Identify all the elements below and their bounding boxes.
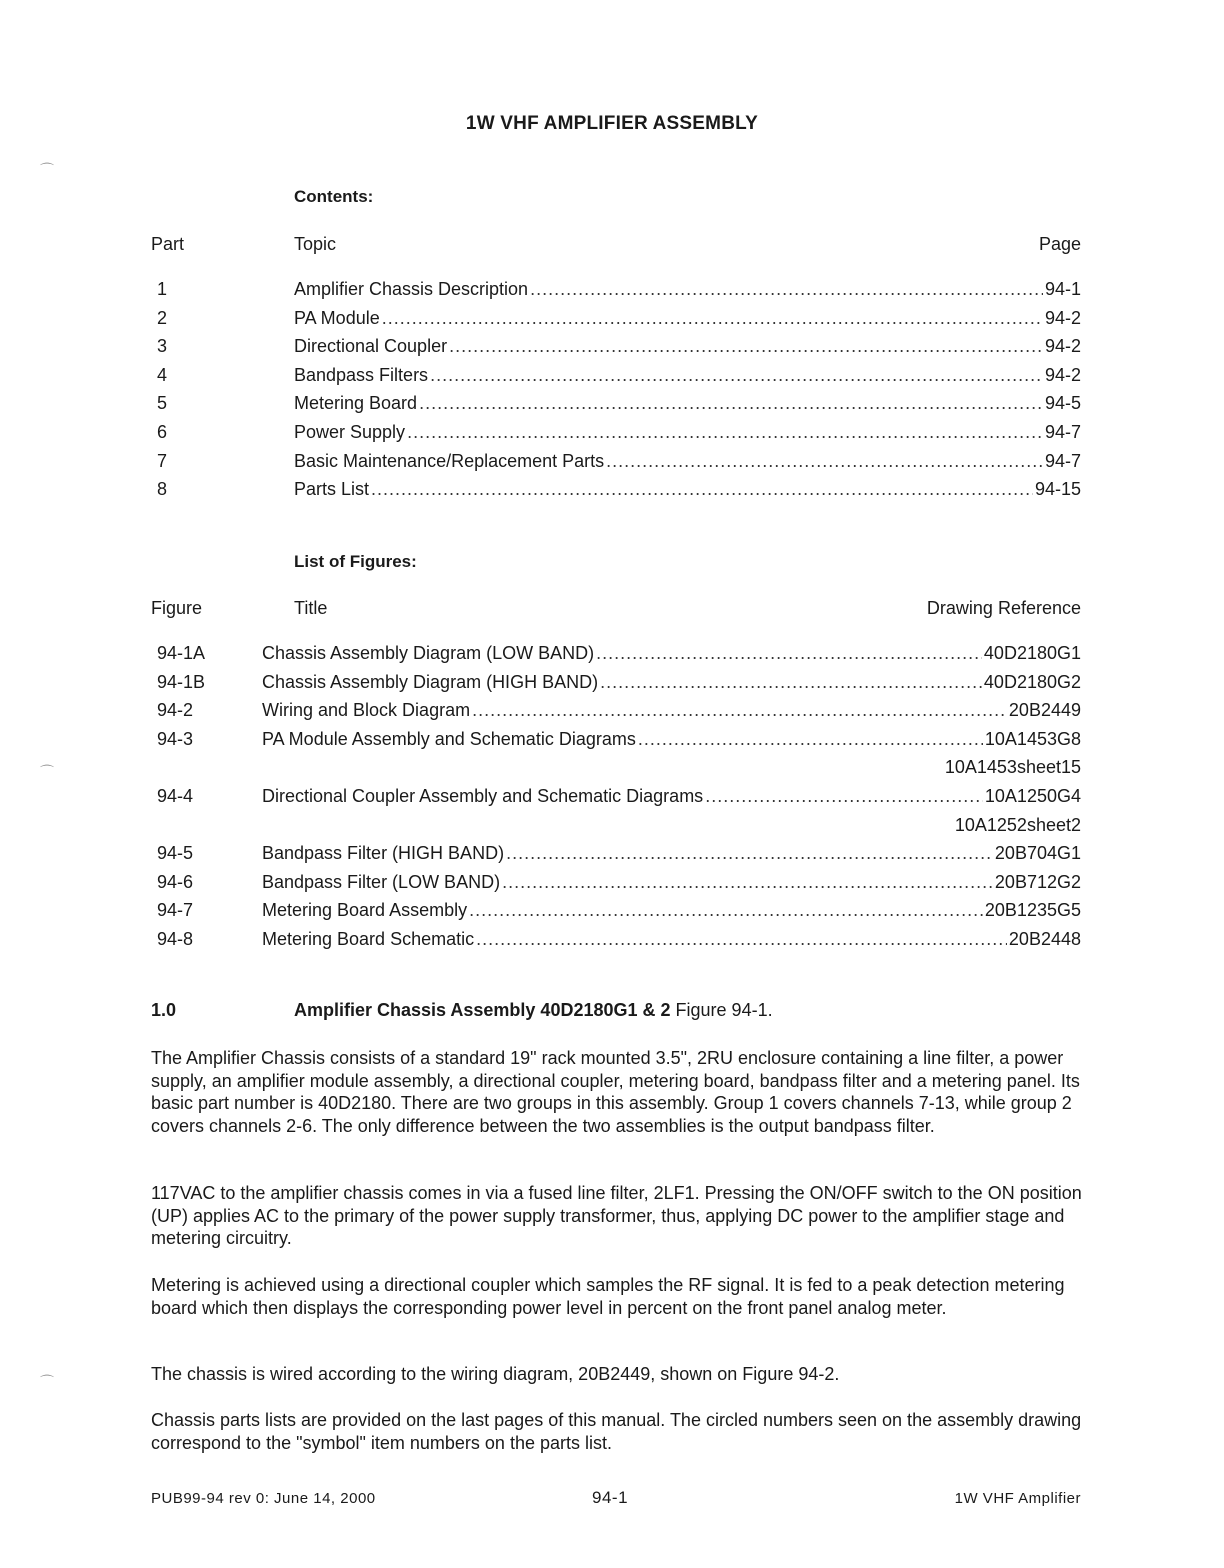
figure-row-number: 94-1B	[157, 671, 206, 692]
punch-hole-mark: ⌒	[40, 162, 54, 178]
figure-row-number: 94-8	[157, 929, 194, 949]
figures-col-figure: Figure	[151, 598, 203, 618]
contents-col-page: Page	[1038, 234, 1081, 254]
dot-leader	[472, 700, 1007, 721]
dot-leader	[419, 393, 1043, 414]
contents-row-entry	[294, 308, 1081, 329]
contents-row-title: Basic Maintenance/Replacement Parts	[294, 450, 605, 471]
contents-row	[157, 451, 1081, 477]
figure-row	[157, 872, 1081, 898]
contents-row-title: Amplifier Chassis Description	[294, 279, 529, 299]
dot-leader	[382, 308, 1043, 329]
dot-leader	[596, 643, 982, 664]
contents-row-title: PA Module	[294, 307, 380, 328]
footer-publication: PUB99-94 rev 0: June 14, 2000	[151, 1490, 376, 1507]
figure-row	[157, 700, 1081, 726]
dot-leader	[530, 279, 1043, 300]
contents-row-value: 94-1	[1044, 279, 1081, 299]
footer-page-number: 94-1	[592, 1488, 629, 1507]
contents-row-value: 94-7	[1044, 422, 1081, 442]
contents-row-title: Directional Coupler	[294, 336, 448, 357]
figure-row-value: 20B2448	[1008, 929, 1081, 949]
figure-row-number: 94-2	[157, 700, 194, 721]
section-figure-ref: Figure 94-1.	[675, 1000, 773, 1020]
contents-row-title: Parts List	[294, 479, 370, 500]
contents-row-value: 94-5	[1044, 393, 1081, 414]
contents-row-number: 4	[157, 364, 168, 385]
figure-row	[157, 929, 1081, 955]
contents-row	[157, 336, 1081, 362]
figure-row	[157, 729, 1081, 755]
figure-row-entry	[262, 700, 1081, 721]
figure-row-value: 20B712G2	[994, 871, 1081, 892]
document-title: 1W VHF AMPLIFIER ASSEMBLY	[465, 113, 759, 134]
contents-row-number: 5	[157, 393, 168, 414]
figure-row-title: Chassis Assembly Diagram (LOW BAND)	[262, 643, 595, 663]
figure-row	[157, 672, 1081, 698]
dot-leader	[449, 336, 1043, 357]
figure-row-title: Metering Board Assembly	[262, 900, 468, 921]
figures-heading: List of Figures:	[294, 552, 417, 571]
section-paragraph: Chassis parts lists are provided on the last pages of this manual. The circled numbers seen on the assembly drawing correspond to the "symbol" item numbers on the parts list.	[151, 1410, 1082, 1453]
contents-row-entry	[294, 279, 1081, 300]
figure-row-title: Metering Board Schematic	[262, 929, 475, 949]
contents-row-value: 94-7	[1044, 450, 1081, 471]
contents-row	[157, 479, 1081, 505]
contents-row-entry	[294, 365, 1081, 386]
dot-leader	[638, 729, 983, 750]
figure-row-number: 94-3	[157, 728, 194, 749]
contents-row-entry	[294, 336, 1081, 357]
contents-row-entry	[294, 393, 1081, 414]
figure-row-entry	[262, 729, 1081, 750]
punch-hole-mark: ⌒	[40, 764, 54, 780]
section-paragraph: Metering is achieved using a directional coupler which samples the RF signal. It is fed to a peak detection metering board which then displays the corresponding power level in percent on the front panel analog meter.	[151, 1275, 1065, 1318]
footer-document-name: 1W VHF Amplifier	[954, 1490, 1081, 1507]
contents-row	[157, 422, 1081, 448]
contents-row-number: 7	[157, 450, 168, 471]
contents-row-value: 94-2	[1044, 364, 1081, 385]
contents-row-value: 94-2	[1044, 307, 1081, 328]
dot-leader	[469, 900, 983, 921]
section-title	[294, 1000, 773, 1021]
figure-row-entry	[262, 786, 1081, 807]
contents-col-topic: Topic	[294, 234, 337, 254]
figure-row-title: Bandpass Filter (LOW BAND)	[262, 871, 501, 892]
figure-row-value: 20B704G1	[994, 843, 1081, 864]
figure-row-value: 40D2180G1	[983, 643, 1081, 663]
figure-row-title: Directional Coupler Assembly and Schematic Diagrams	[262, 786, 704, 806]
figure-row-title: Bandpass Filter (HIGH BAND)	[262, 843, 505, 864]
figures-col-ref: Drawing Reference	[926, 598, 1081, 618]
section-paragraph: The Amplifier Chassis consists of a standard 19" rack mounted 3.5", 2RU enclosure containing a line filter, a power supply, an amplifier module assembly, a directional coupler, metering board, bandpass filter and a metering panel. Its basic part number is 40D2180. There are two groups in this assembly. Group 1 covers channels 7-13, while group 2 covers channels 2-6. The only difference between the two assemblies is the output bandpass filter.	[151, 1048, 1080, 1136]
dot-leader	[606, 451, 1043, 472]
figure-row-entry	[262, 900, 1081, 921]
section-paragraph: The chassis is wired according to the wiring diagram, 20B2449, shown on Figure 94-2.	[151, 1364, 840, 1384]
punch-hole-mark: ⌒	[40, 1374, 54, 1390]
contents-row-number: 6	[157, 422, 168, 442]
figure-row-value: 10A1453G8	[984, 728, 1081, 749]
section-title-bold: Amplifier Chassis Assembly 40D2180G1 & 2	[294, 1000, 671, 1020]
figure-row-number: 94-4	[157, 786, 194, 806]
dot-leader	[430, 365, 1043, 386]
figures-col-title: Title	[294, 598, 328, 618]
figure-row-value: 20B2449	[1008, 700, 1081, 721]
figure-row-entry	[262, 643, 1081, 664]
figure-row-entry	[262, 872, 1081, 893]
dot-leader	[600, 672, 982, 693]
contents-row-entry	[294, 479, 1081, 500]
section-paragraph: 117VAC to the amplifier chassis comes in via a fused line filter, 2LF1. Pressing the ON/OFF switch to the ON position (UP) applies AC to the primary of the power supply transformer, thus, applying DC power to the amplifier stage and metering circuitry.	[151, 1183, 1082, 1248]
contents-row	[157, 365, 1081, 391]
contents-row	[157, 279, 1081, 305]
dot-leader	[476, 929, 1007, 950]
figure-row-value: 10A1250G4	[984, 786, 1081, 806]
contents-row-value: 94-2	[1044, 336, 1081, 357]
contents-col-part: Part	[151, 234, 185, 254]
figure-row-number: 94-1A	[157, 643, 206, 663]
contents-row-title: Power Supply	[294, 422, 406, 442]
dot-leader	[407, 422, 1043, 443]
contents-row	[157, 308, 1081, 334]
figure-row	[157, 786, 1081, 812]
contents-row-value: 94-15	[1034, 479, 1081, 500]
contents-row	[157, 393, 1081, 419]
contents-heading: Contents:	[294, 187, 374, 206]
figure-row-entry	[262, 843, 1081, 864]
figure-row-ref-continued: 10A1453sheet15	[944, 757, 1081, 778]
contents-row-number: 8	[157, 479, 168, 500]
contents-row-number: 2	[157, 307, 168, 328]
figure-row-entry	[262, 929, 1081, 950]
contents-row-title: Metering Board	[294, 393, 418, 414]
section-number: 1.0	[151, 1000, 177, 1020]
figure-row-title: PA Module Assembly and Schematic Diagrams	[262, 728, 636, 749]
contents-row-number: 1	[157, 279, 168, 299]
figure-row-number: 94-5	[157, 843, 194, 864]
figure-row-value: 40D2180G2	[983, 671, 1081, 692]
contents-row-number: 3	[157, 336, 168, 357]
contents-row-entry	[294, 451, 1081, 472]
figure-row-ref-continued: 10A1252sheet2	[954, 814, 1081, 835]
contents-row-title: Bandpass Filters	[294, 364, 429, 385]
contents-row-entry	[294, 422, 1081, 443]
figure-row-title: Chassis Assembly Diagram (HIGH BAND)	[262, 671, 599, 692]
figure-row-entry	[262, 672, 1081, 693]
dot-leader	[502, 872, 993, 893]
figure-row-value: 20B1235G5	[984, 900, 1081, 921]
figure-row	[157, 643, 1081, 669]
figure-row-number: 94-6	[157, 871, 194, 892]
figure-row	[157, 900, 1081, 926]
dot-leader	[506, 843, 993, 864]
figure-row-title: Wiring and Block Diagram	[262, 700, 471, 721]
figure-row-number: 94-7	[157, 900, 194, 921]
dot-leader	[705, 786, 983, 807]
dot-leader	[371, 479, 1033, 500]
figure-row	[157, 843, 1081, 869]
